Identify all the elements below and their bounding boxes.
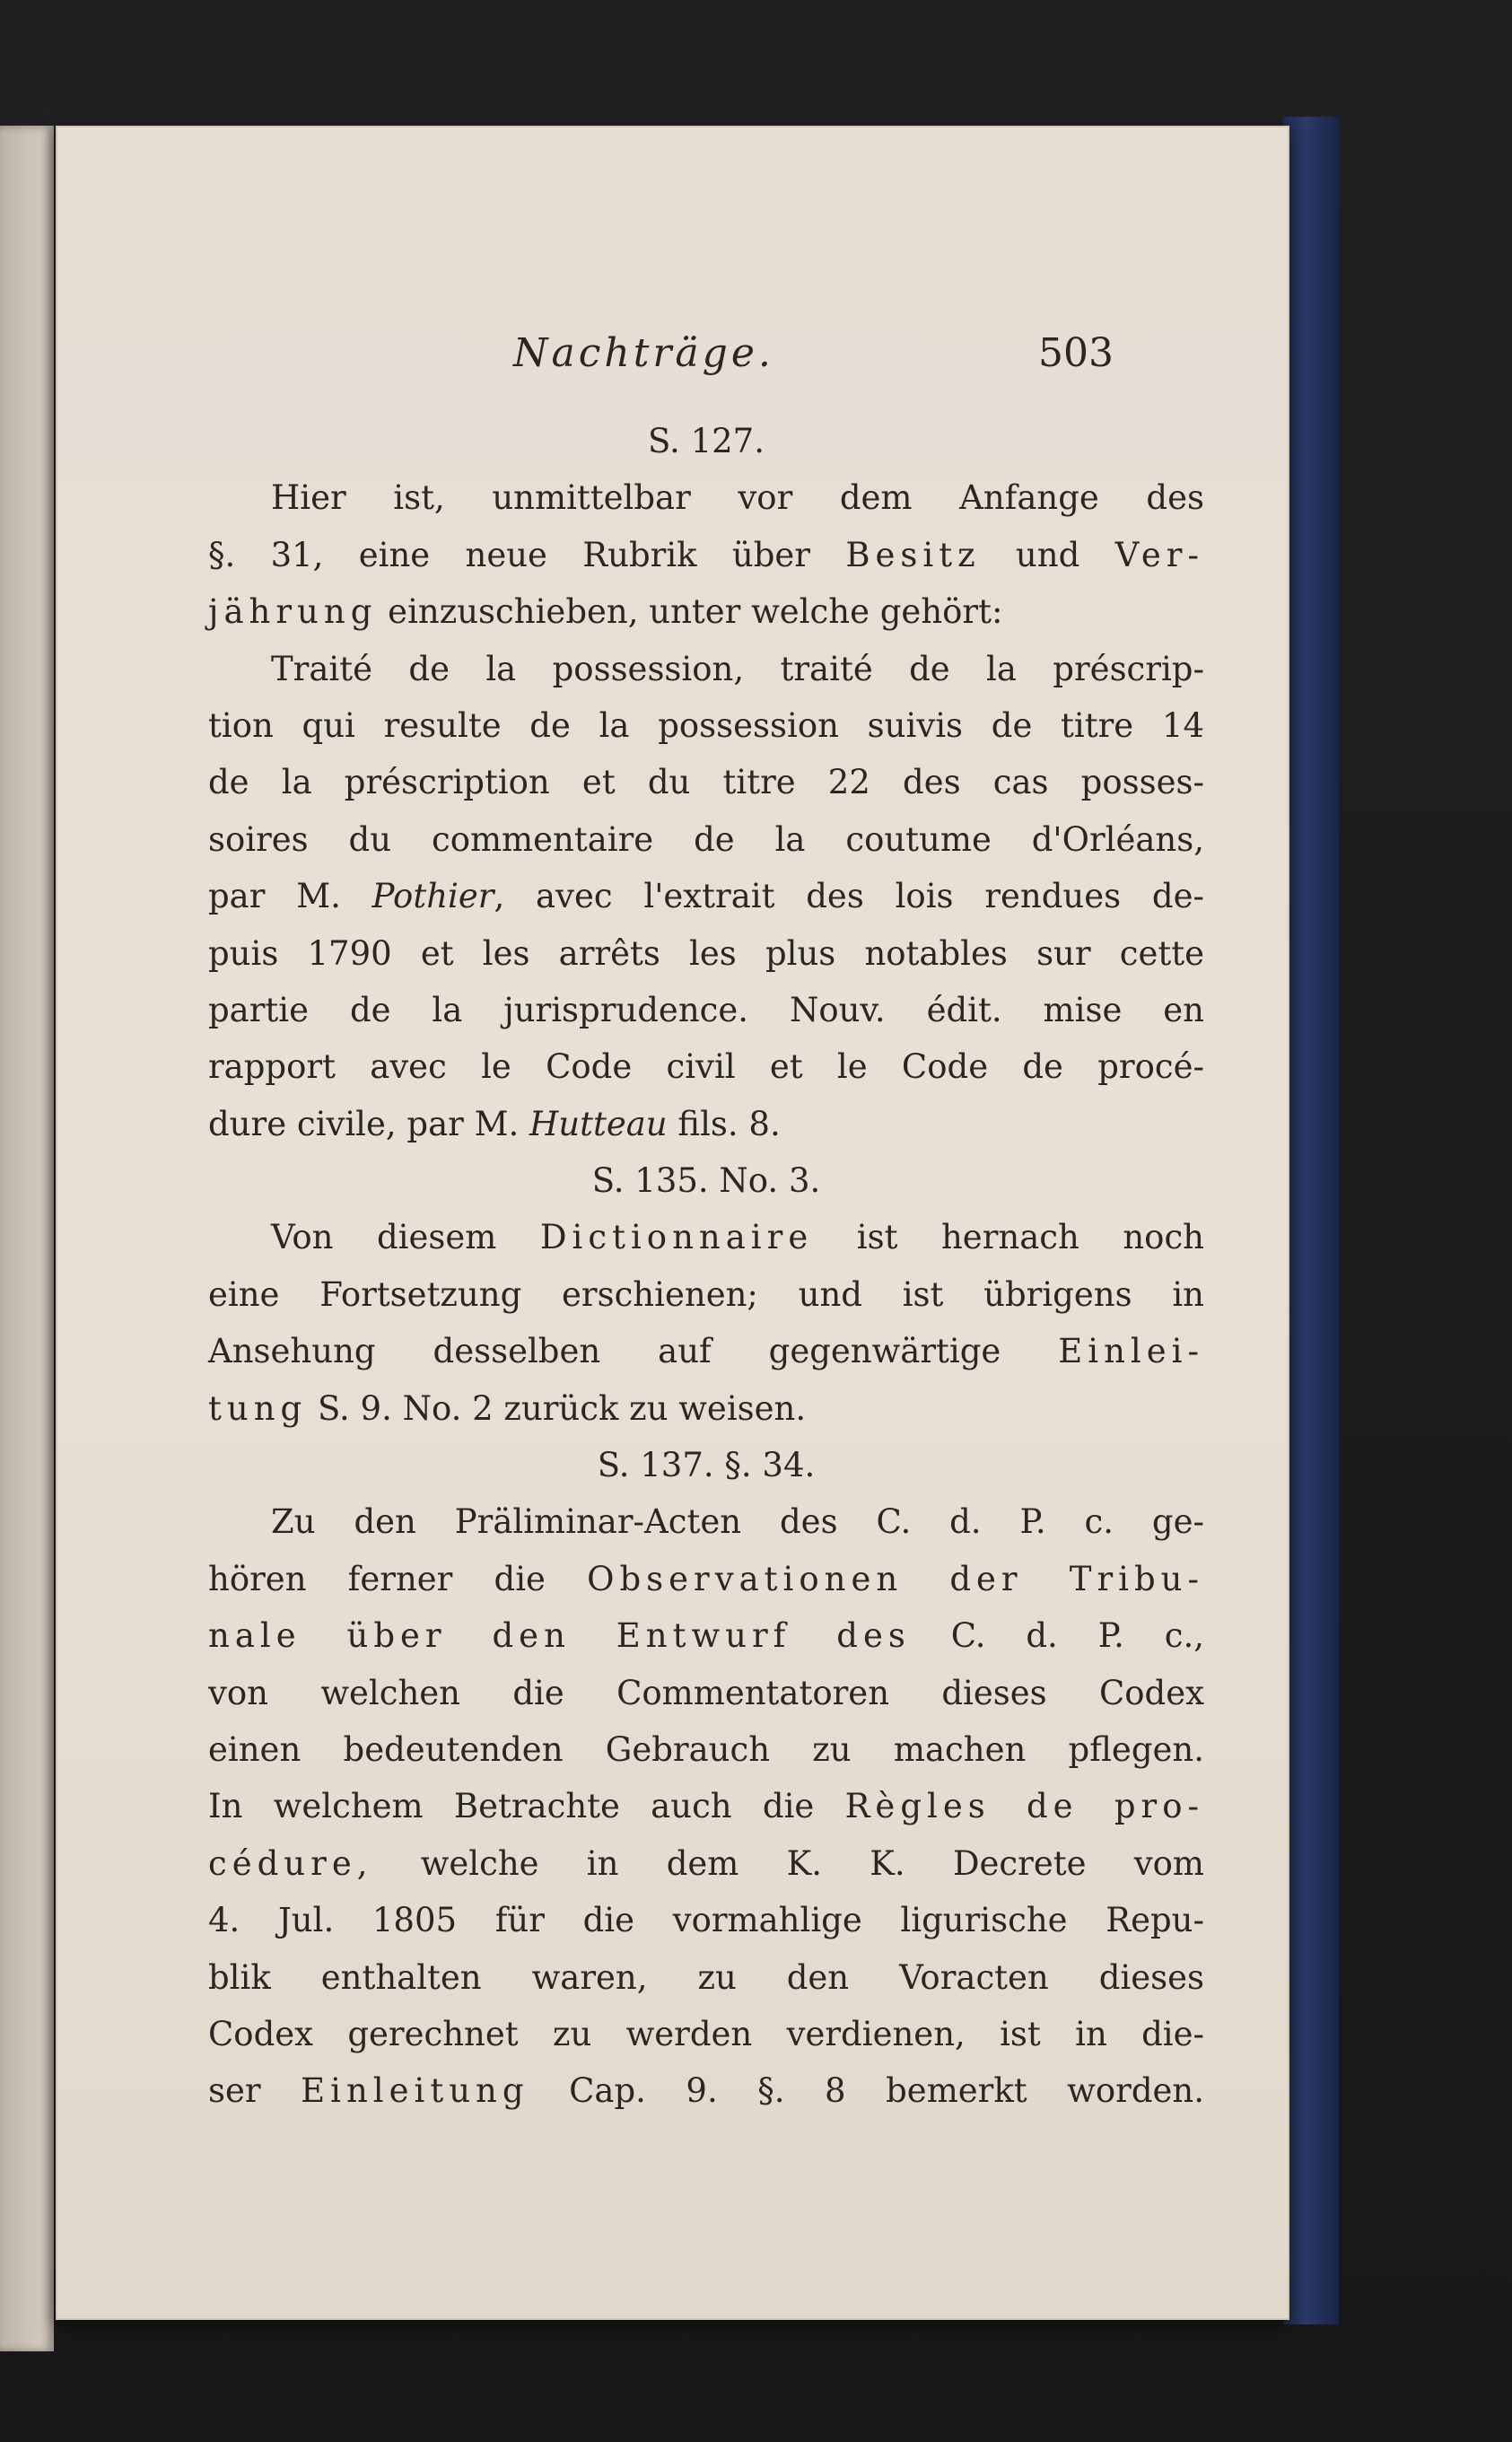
text-line: §. 31, eine neue Rubrik über Besitz und Ver- (208, 535, 1204, 574)
running-head: Nachträge. (513, 330, 774, 376)
text-line: tung S. 9. No. 2 zurück zu weisen. (208, 1388, 807, 1428)
text-line: par M. Pothier, avec l'extrait des lois rendues de- (208, 877, 1204, 916)
section-heading-s127: S. 127. (648, 422, 765, 460)
book-page (56, 126, 1289, 2320)
text-line: Von diesem Dictionnaire ist hernach noch (271, 1218, 1204, 1257)
text-line: eine Fortsetzung erschienen; und ist übrigens in (208, 1274, 1204, 1314)
page-header (56, 330, 1289, 393)
page-text (208, 413, 1204, 2120)
text-line: ser Einleitung Cap. 9. §. 8 bemerkt worden. (208, 2071, 1204, 2111)
text-line: einen bedeutenden Gebrauch zu machen pflegen. (208, 1729, 1204, 1769)
text-line: Ansehung desselben auf gegenwärtige Einlei- (208, 1332, 1204, 1371)
text-line: cédure, welche in dem K. K. Decrete vom (208, 1843, 1204, 1883)
text-line: Hier ist, unmittelbar vor dem Anfange des (271, 478, 1204, 518)
text-line: dure civile, par M. Hutteau fils. 8. (208, 1104, 781, 1143)
text-line: jährung einzuschieben, unter welche gehört: (208, 592, 1003, 632)
text-line: 4. Jul. 1805 für die vormahlige ligurische Repu- (208, 1901, 1204, 1940)
left-page-edge (0, 126, 54, 2351)
text-line: rapport avec le Code civil et le Code de procé- (208, 1047, 1204, 1087)
section-heading-s135: S. 135. No. 3. (591, 1161, 821, 1201)
text-line: In welchem Betrachte auch die Règles de pro- (208, 1787, 1204, 1826)
text-line: tion qui resulte de la possession suivis de titre 14 (208, 705, 1204, 745)
text-line: Traité de la possession, traité de la préscrip- (271, 649, 1204, 688)
book-cover-edge (1283, 117, 1339, 2324)
text-line: partie de la jurisprudence. Nouv. édit. mise en (208, 990, 1204, 1029)
text-line: hören ferner die Observationen der Tribu- (208, 1559, 1204, 1598)
text-line: de la préscription et du titre 22 des cas posses- (208, 763, 1204, 802)
page-number: 503 (1038, 330, 1114, 376)
text-line: Codex gerechnet zu werden verdienen, ist in die- (208, 2014, 1204, 2053)
section-heading-s137: S. 137. §. 34. (597, 1446, 816, 1485)
text-line: puis 1790 et les arrêts les plus notables sur cette (208, 933, 1204, 973)
text-line: von welchen die Commentatoren dieses Codex (208, 1673, 1204, 1712)
text-line: Zu den Präliminar-Acten des C. d. P. c. ge- (271, 1502, 1204, 1542)
text-line: blik enthalten waren, zu den Voracten dieses (208, 1957, 1204, 1997)
text-line: soires du commentaire de la coutume d'Orléans, (208, 819, 1204, 859)
text-line: nale über den Entwurf des C. d. P. c., (208, 1616, 1204, 1656)
